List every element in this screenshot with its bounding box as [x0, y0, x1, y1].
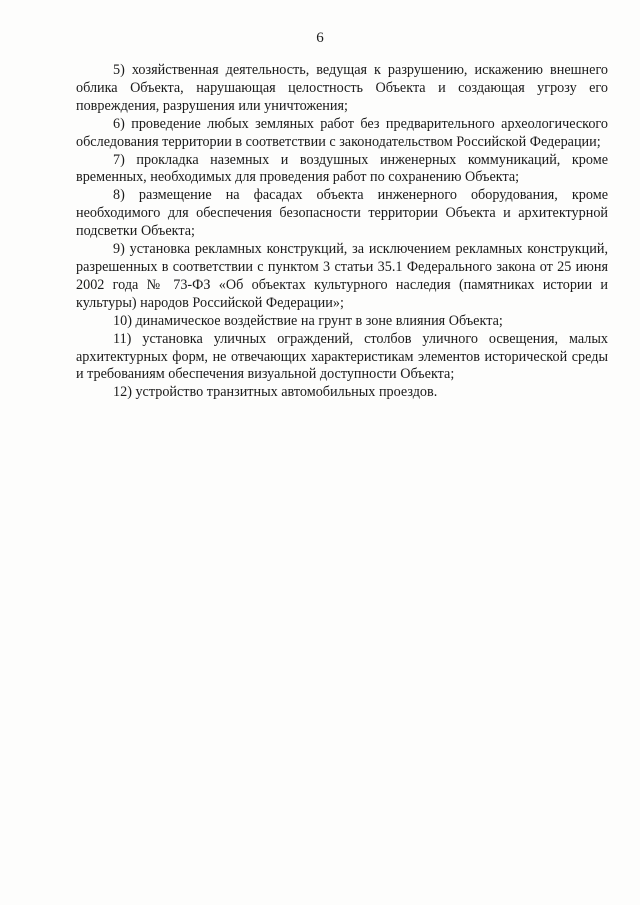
list-item-11: 11) установка уличных ограждений, столбов уличного освещения, малых архитектурных форм, не отвечающих характеристикам элементов исторической среды и требованиям обеспечения визуальной доступности Объекта; — [76, 330, 608, 383]
list-item-6: 6) проведение любых земляных работ без предварительного археологического обследования территории в соответствии с законодательством Российской Федерации; — [76, 115, 608, 150]
page-number: 6 — [316, 30, 324, 46]
list-item-12: 12) устройство транзитных автомобильных проездов. — [113, 384, 438, 401]
list-item-9: 9) установка рекламных конструкций, за исключением рекламных конструкций, разрешенных в соответствии с пунктом 3 статьи 35.1 Федерального закона от 25 июня 2002 года № 73-ФЗ «Об объектах культурного наследия (памятниках истории и культуры) народов Российской Федерации»; — [76, 241, 608, 311]
list-item-5: 5) хозяйственная деятельность, ведущая к разрушению, искажению внешнего облика Объекта, нарушающая целостность Объекта и создающая угрозу его повреждения, разрушения или уничтожения; — [76, 62, 608, 114]
document-body — [76, 62, 608, 402]
list-item-7: 7) прокладка наземных и воздушных инженерных коммуникаций, кроме временных, необходимых для проведения работ по сохранению Объекта; — [76, 151, 608, 186]
list-item-8: 8) размещение на фасадах объекта инженерного оборудования, кроме необходимого для обеспечения безопасности территории Объекта и архитектурной подсветки Объекта; — [76, 187, 608, 240]
list-item-10: 10) динамическое воздействие на грунт в зоне влияния Объекта; — [113, 312, 503, 329]
